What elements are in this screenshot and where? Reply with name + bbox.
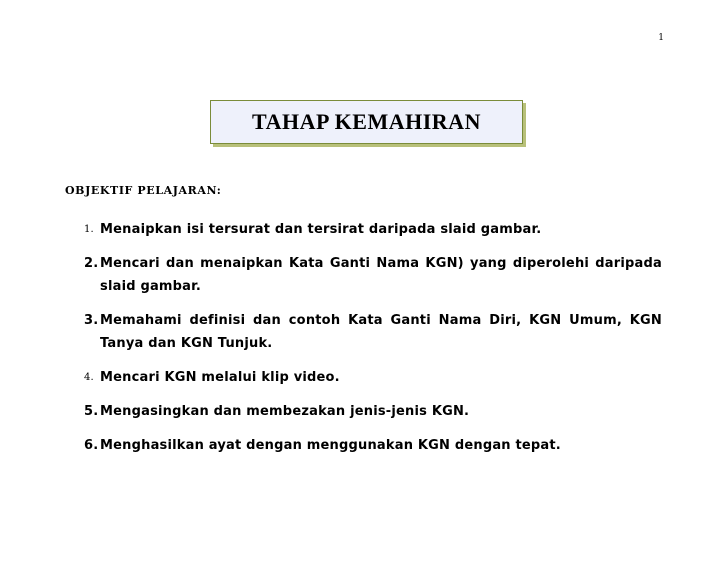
- page-title: TAHAP KEMAHIRAN: [252, 109, 481, 134]
- objective-item: [84, 434, 662, 457]
- objective-text: Menaipkan isi tersurat dan tersirat daripada slaid gambar.: [100, 222, 542, 237]
- section-heading: OBJEKTIF PELAJARAN:: [65, 184, 222, 197]
- objectives-list: [84, 218, 662, 468]
- title-box: [210, 100, 523, 144]
- objective-number: 1.: [84, 224, 94, 235]
- objective-number: 5.: [84, 404, 99, 419]
- objective-text: Mencari dan menaipkan Kata Ganti Nama KGN) yang diperolehi daripada slaid gambar.: [100, 256, 662, 294]
- objective-number: 6.: [84, 438, 99, 453]
- objective-text: Mencari KGN melalui klip video.: [100, 370, 340, 385]
- objective-number: 3.: [84, 313, 99, 328]
- objective-text: Menghasilkan ayat dengan menggunakan KGN dengan tepat.: [100, 438, 561, 453]
- page-number: 1: [658, 33, 664, 43]
- objective-item: [84, 309, 662, 355]
- objective-text: Mengasingkan dan membezakan jenis-jenis KGN.: [100, 404, 470, 419]
- objective-item: [84, 366, 662, 389]
- objective-number: 2.: [84, 256, 99, 271]
- objective-number: 4.: [84, 372, 94, 383]
- objective-item: [84, 252, 662, 298]
- objective-item: [84, 400, 662, 423]
- objective-text: Memahami definisi dan contoh Kata Ganti Nama Diri, KGN Umum, KGN Tanya dan KGN Tunjuk.: [100, 313, 662, 351]
- objective-item: [84, 218, 662, 241]
